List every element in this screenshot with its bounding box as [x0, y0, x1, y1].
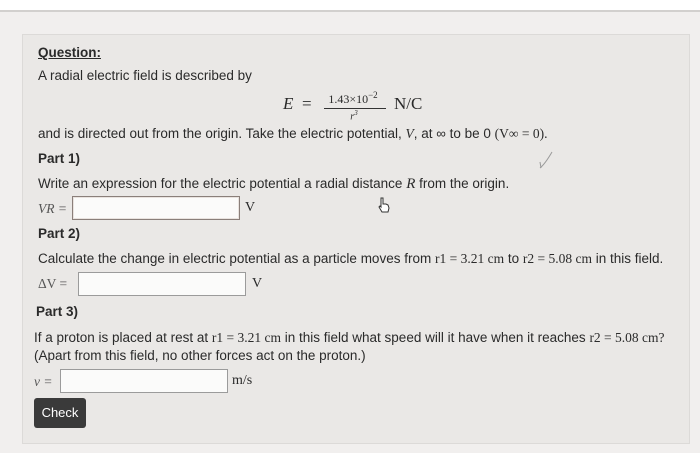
hand-cursor-icon	[377, 197, 391, 213]
part3-unit: m/s	[232, 373, 253, 388]
direction-text: and is directed out from the origin. Take the electric potential, V, at ∞ to be 0 (V∞ = 0).	[38, 126, 548, 141]
part2-title: Part 2)	[38, 226, 81, 241]
part3-answer-input[interactable]	[60, 369, 228, 393]
part1-answer-input[interactable]	[72, 196, 240, 220]
equation-lhs: E	[283, 94, 294, 113]
part3-note: (Apart from this field, no other forces act on the proton.)	[34, 348, 366, 363]
part2-unit: V	[252, 276, 263, 291]
part3-prompt: If a proton is placed at rest at r1 = 3.21 cm in this field what speed will it have when it reaches r2 = 5.08 cm?	[34, 330, 665, 345]
part2-answer-input[interactable]	[78, 272, 246, 296]
pen-tick-icon	[538, 150, 554, 170]
equation-unit: N/C	[394, 94, 423, 113]
part3-title: Part 3)	[36, 304, 79, 319]
part2-prompt: Calculate the change in electric potential as a particle moves from r1 = 3.21 cm to r2 = 5.08 cm in this field.	[38, 251, 664, 266]
question-heading: Question:	[38, 45, 101, 60]
check-button[interactable]: Check	[34, 398, 86, 428]
part1-prompt: Write an expression for the electric potential a radial distance R from the origin.	[38, 176, 510, 192]
part1-field-label: VR =	[38, 201, 67, 216]
equation-numerator: $1.43\times 10^{-2}$	[328, 90, 378, 106]
part1-title: Part 1)	[38, 151, 81, 166]
equation-denominator: $r^3$	[350, 109, 358, 123]
question-intro: A radial electric field is described by	[38, 68, 252, 83]
part3-field-label: v =	[34, 374, 53, 389]
top-divider	[0, 0, 700, 12]
equation-equals: =	[302, 94, 312, 113]
part1-unit: V	[245, 200, 256, 215]
part2-field-label: ΔV =	[38, 276, 68, 291]
